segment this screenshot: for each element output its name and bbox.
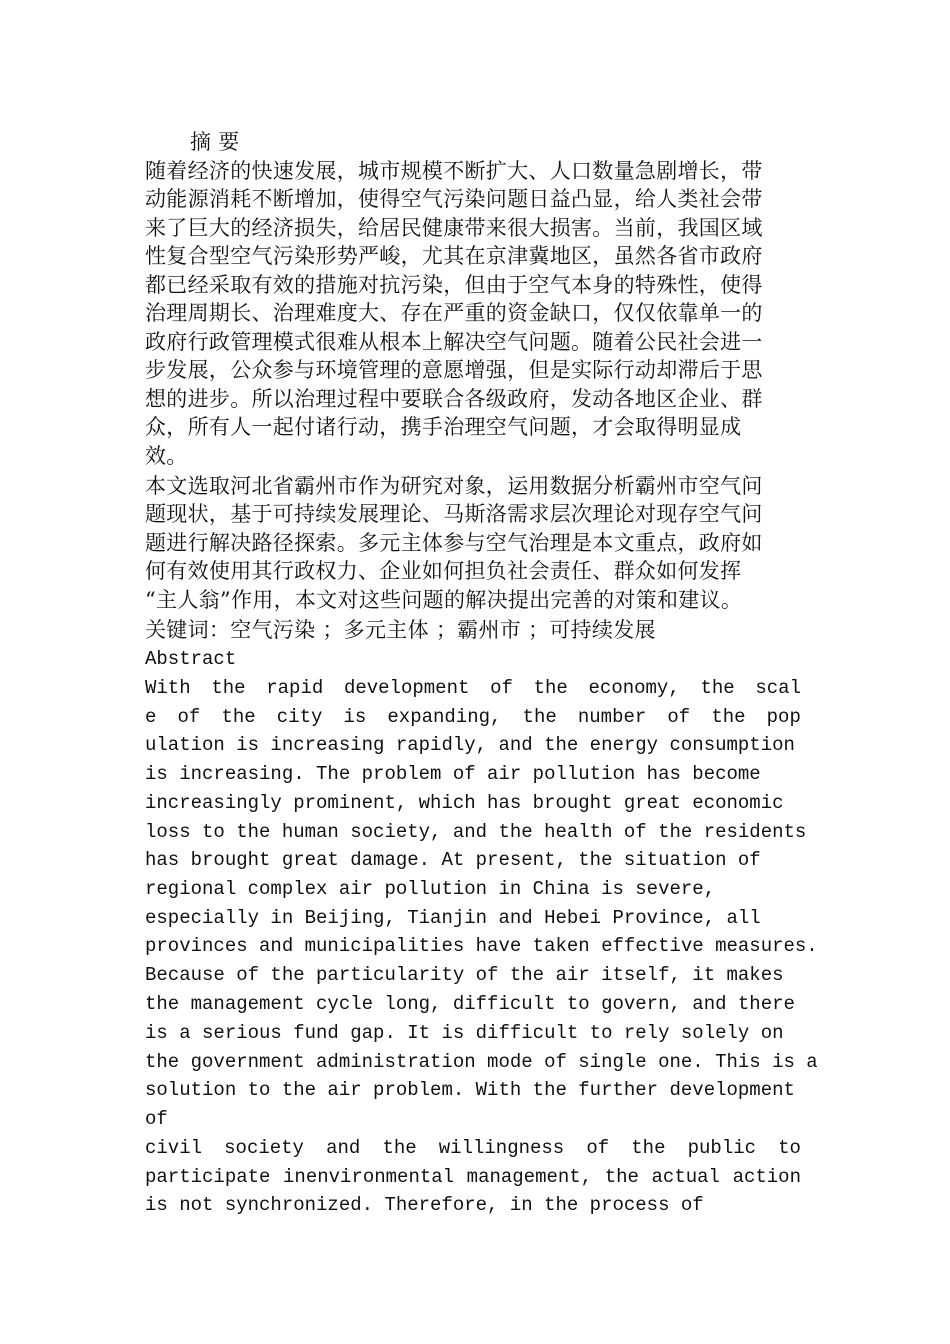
text-line: especially in Beijing, Tianjin and Hebei Province, all xyxy=(145,907,761,929)
keywords-line: 关键词：空气污染 ；多元主体 ；霸州市 ；可持续发展 xyxy=(145,618,656,642)
word: development xyxy=(343,677,470,699)
text-line: of xyxy=(145,1108,168,1130)
text-line-justified xyxy=(145,1163,801,1191)
text-line: 步发展，公众参与环境管理的意愿增强，但是实际行动却滞后于思 xyxy=(145,358,763,382)
text-line: 动能源消耗不断增加，使得空气污染问题日益凸显，给人类社会带 xyxy=(145,187,763,211)
text-line: increasingly prominent, which has brought great economic xyxy=(145,792,784,814)
word: the xyxy=(533,677,568,699)
word: the xyxy=(522,706,557,728)
text-line: 题现状，基于可持续发展理论、马斯洛需求层次理论对现存空气问 xyxy=(145,502,763,526)
text-line-justified xyxy=(145,703,801,731)
text-line: 何有效使用其行政权力、企业如何担负社会责任、群众如何发挥 xyxy=(145,559,742,583)
text-line: is increasing. The problem of air pollution has become xyxy=(145,763,761,785)
text-line: 众，所有人一起付诸行动，携手治理空气问题，才会取得明显成 xyxy=(145,415,742,439)
word: the xyxy=(211,677,246,699)
abstract-cn-heading: 摘 要 xyxy=(190,130,240,154)
word: actual xyxy=(651,1166,720,1188)
text-line: has brought great damage. At present, the situation of xyxy=(145,849,761,871)
text-line-justified xyxy=(145,1134,801,1162)
text-line: is not synchronized. Therefore, in the process of xyxy=(145,1194,704,1216)
word: city xyxy=(276,706,323,728)
word: the xyxy=(221,706,256,728)
word: society xyxy=(224,1137,304,1159)
word: and xyxy=(326,1137,361,1159)
word: the xyxy=(711,706,746,728)
text-line: 随着经济的快速发展，城市规模不断扩大、人口数量急剧增长，带 xyxy=(145,159,763,183)
text-line: the management cycle long, difficult to govern, and there xyxy=(145,993,795,1015)
text-line-justified xyxy=(145,674,801,702)
text-line: the government administration mode of single one. This is a xyxy=(145,1051,818,1073)
word: expanding, xyxy=(387,706,502,728)
word: pop xyxy=(766,706,801,728)
abstract-en-heading: Abstract xyxy=(145,648,237,670)
word: the xyxy=(382,1137,417,1159)
text-line: solution to the air problem. With the further development xyxy=(145,1079,795,1101)
word: economy, xyxy=(588,677,680,699)
word: is xyxy=(343,706,367,728)
word: scal xyxy=(755,677,801,699)
word: action xyxy=(732,1166,801,1188)
text-line: provinces and municipalities have taken effective measures. xyxy=(145,935,818,957)
word: inenvironmental xyxy=(283,1166,455,1188)
word: of xyxy=(490,677,513,699)
text-line: 想的进步。所以治理过程中要联合各级政府，发动各地区企业、群 xyxy=(145,387,763,411)
text-line: 题进行解决路径探索。多元主体参与空气治理是本文重点，政府如 xyxy=(145,531,763,555)
word: of xyxy=(667,706,691,728)
word: e xyxy=(145,706,157,728)
word: number xyxy=(577,706,647,728)
word: of xyxy=(177,706,201,728)
word: the xyxy=(631,1137,666,1159)
word: to xyxy=(778,1137,801,1159)
word: the xyxy=(604,1166,639,1188)
text-line: ulation is increasing rapidly, and the energy consumption xyxy=(145,734,795,756)
text-line: Because of the particularity of the air itself, it makes xyxy=(145,964,784,986)
word: public xyxy=(687,1137,757,1159)
word: civil xyxy=(145,1137,203,1159)
word: willingness xyxy=(438,1137,565,1159)
text-line: is a serious fund gap. It is difficult to rely solely on xyxy=(145,1022,784,1044)
word: rapid xyxy=(266,677,324,699)
text-line: 政府行政管理模式很难从根本上解决空气问题。随着公民社会进一 xyxy=(145,330,763,354)
word: the xyxy=(700,677,735,699)
text-line: regional complex air pollution in China is severe, xyxy=(145,878,716,900)
word: With xyxy=(145,677,191,699)
word: participate xyxy=(145,1166,271,1188)
text-line: loss to the human society, and the health of the residents xyxy=(145,821,807,843)
text-line: 都已经采取有效的措施对抗污染，但由于空气本身的特殊性，使得 xyxy=(145,273,763,297)
text-line: 来了巨大的经济损失，给居民健康带来很大损害。当前，我国区域 xyxy=(145,216,763,240)
text-line: 治理周期长、治理难度大、存在严重的资金缺口，仅仅依靠单一的 xyxy=(145,301,763,325)
word: of xyxy=(586,1137,610,1159)
word: management, xyxy=(466,1166,593,1188)
text-line: 性复合型空气污染形势严峻，尤其在京津冀地区，虽然各省市政府 xyxy=(145,244,763,268)
text-line: “主人翁”作用，本文对这些问题的解决提出完善的对策和建议。 xyxy=(145,588,743,612)
text-line: 效。 xyxy=(145,444,188,468)
text-line: 本文选取河北省霸州市作为研究对象，运用数据分析霸州市空气问 xyxy=(145,474,763,498)
